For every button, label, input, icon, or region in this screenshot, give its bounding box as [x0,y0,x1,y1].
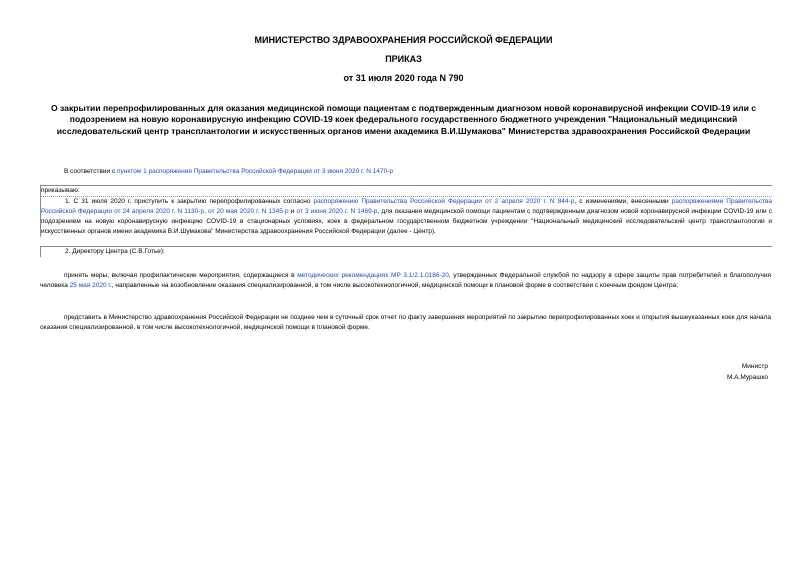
p3-link-date[interactable]: 25 мая 2020 г. [69,282,112,289]
basis-link[interactable]: пунктом 1 распоряжения Правительства Российской Федерации от 3 июня 2020 г. N 1470-р [117,168,393,175]
p3-text-3: , направленные на возобновление оказания специализированной, в том числе высокотехнологичной, медицинской помощи в плановой форме в соответствии с коечным фондом Центра; [111,282,679,289]
paragraph-3 [40,271,771,291]
document-title: О закрытии перепрофилированных для оказания медицинской помощи пациентам с подтвержденным диагнозом новой коронавирусной инфекции COVID-19 или с подозрением на новую коронавирусную инфекцию COVID-19 коек федерального государственного бюджетного учреждения "Национальный медицинский исследовательский центр трансплантологии и искусственных органов имени академика В.И.Шумакова" Министерства здравоохранения Российской Федерации [50,103,757,136]
basis-paragraph [40,167,771,177]
p3-text-2: , утвержденных Федеральной службой по надзору в сфере защиты прав потребителей и благополучия человека [40,272,771,289]
paragraph-4: представить в Министерство здравоохранения Российской Федерации не позднее чем в суточный срок отчет по факту завершения мероприятий по закрытию перепрофилированных коек и открытия вышеуказанных коек для начала оказания специализированной, в том числе высокотехнологичной, медицинской помощи в плановой форме. [40,314,771,331]
document-date: от 31 июля 2020 года N 790 [343,73,464,83]
p1-text-5: , для оказания медицинской помощи пациентам с подтвержденным диагнозом новой коронавирусной инфекции COVID-19 или с подозрением на новую коронавирусную инфекцию COVID-19 в стационарных условиях, коек в федеральном государственном бюджетном учреждении "Национальный медицинский исследовательский центр трансплантологии и искусственных органов имени академика В.И.Шумакова" Министерства здравоохранения Российской Федерации (далее - Центр). [41,208,773,235]
document-type: ПРИКАЗ [385,54,422,64]
p3-link-guidelines[interactable]: методических рекомендациях МР 3.1/2.1.0186-20 [297,272,449,279]
p1-link-1345[interactable]: от 20 мая 2020 г. N 1345-р [207,208,289,215]
p1-link-844[interactable]: распоряжению Правительства Российской Федерации от 2 апреля 2020 г. N 844-р [313,198,575,205]
p1-link-1469[interactable]: от 3 июня 2020 г. N 1469-р [296,208,378,215]
signature-name: М.А.Мурашко [726,374,768,381]
basis-prefix: В соответствии с [64,168,118,175]
p1-text-4: и [288,208,297,215]
ministry-heading: МИНИСТЕРСТВО ЗДРАВООХРАНЕНИЯ РОССИЙСКОЙ ФЕДЕРАЦИИ [254,35,553,45]
paragraph-2: 2. Директору Центра (С.В.Готье): [40,246,772,257]
p3-text-1: принять меры, включая профилактические мероприятия, содержащиеся в [64,272,298,279]
p1-link-1130[interactable]: распоряжениями Правительства Российской Федерации от 24 апреля 2020 г. N 1130-р [41,198,772,215]
p1-text-2: , с изменениями, внесенными [574,198,672,205]
signature-title: Министр [741,363,768,370]
p1-text-1: 1. С 31 июля 2020 г. приступить к закрытию перепрофилированных согласно [65,198,314,205]
order-word: приказываю: [40,185,772,196]
p1-text-3: , [204,208,208,215]
paragraph-1 [40,196,772,237]
